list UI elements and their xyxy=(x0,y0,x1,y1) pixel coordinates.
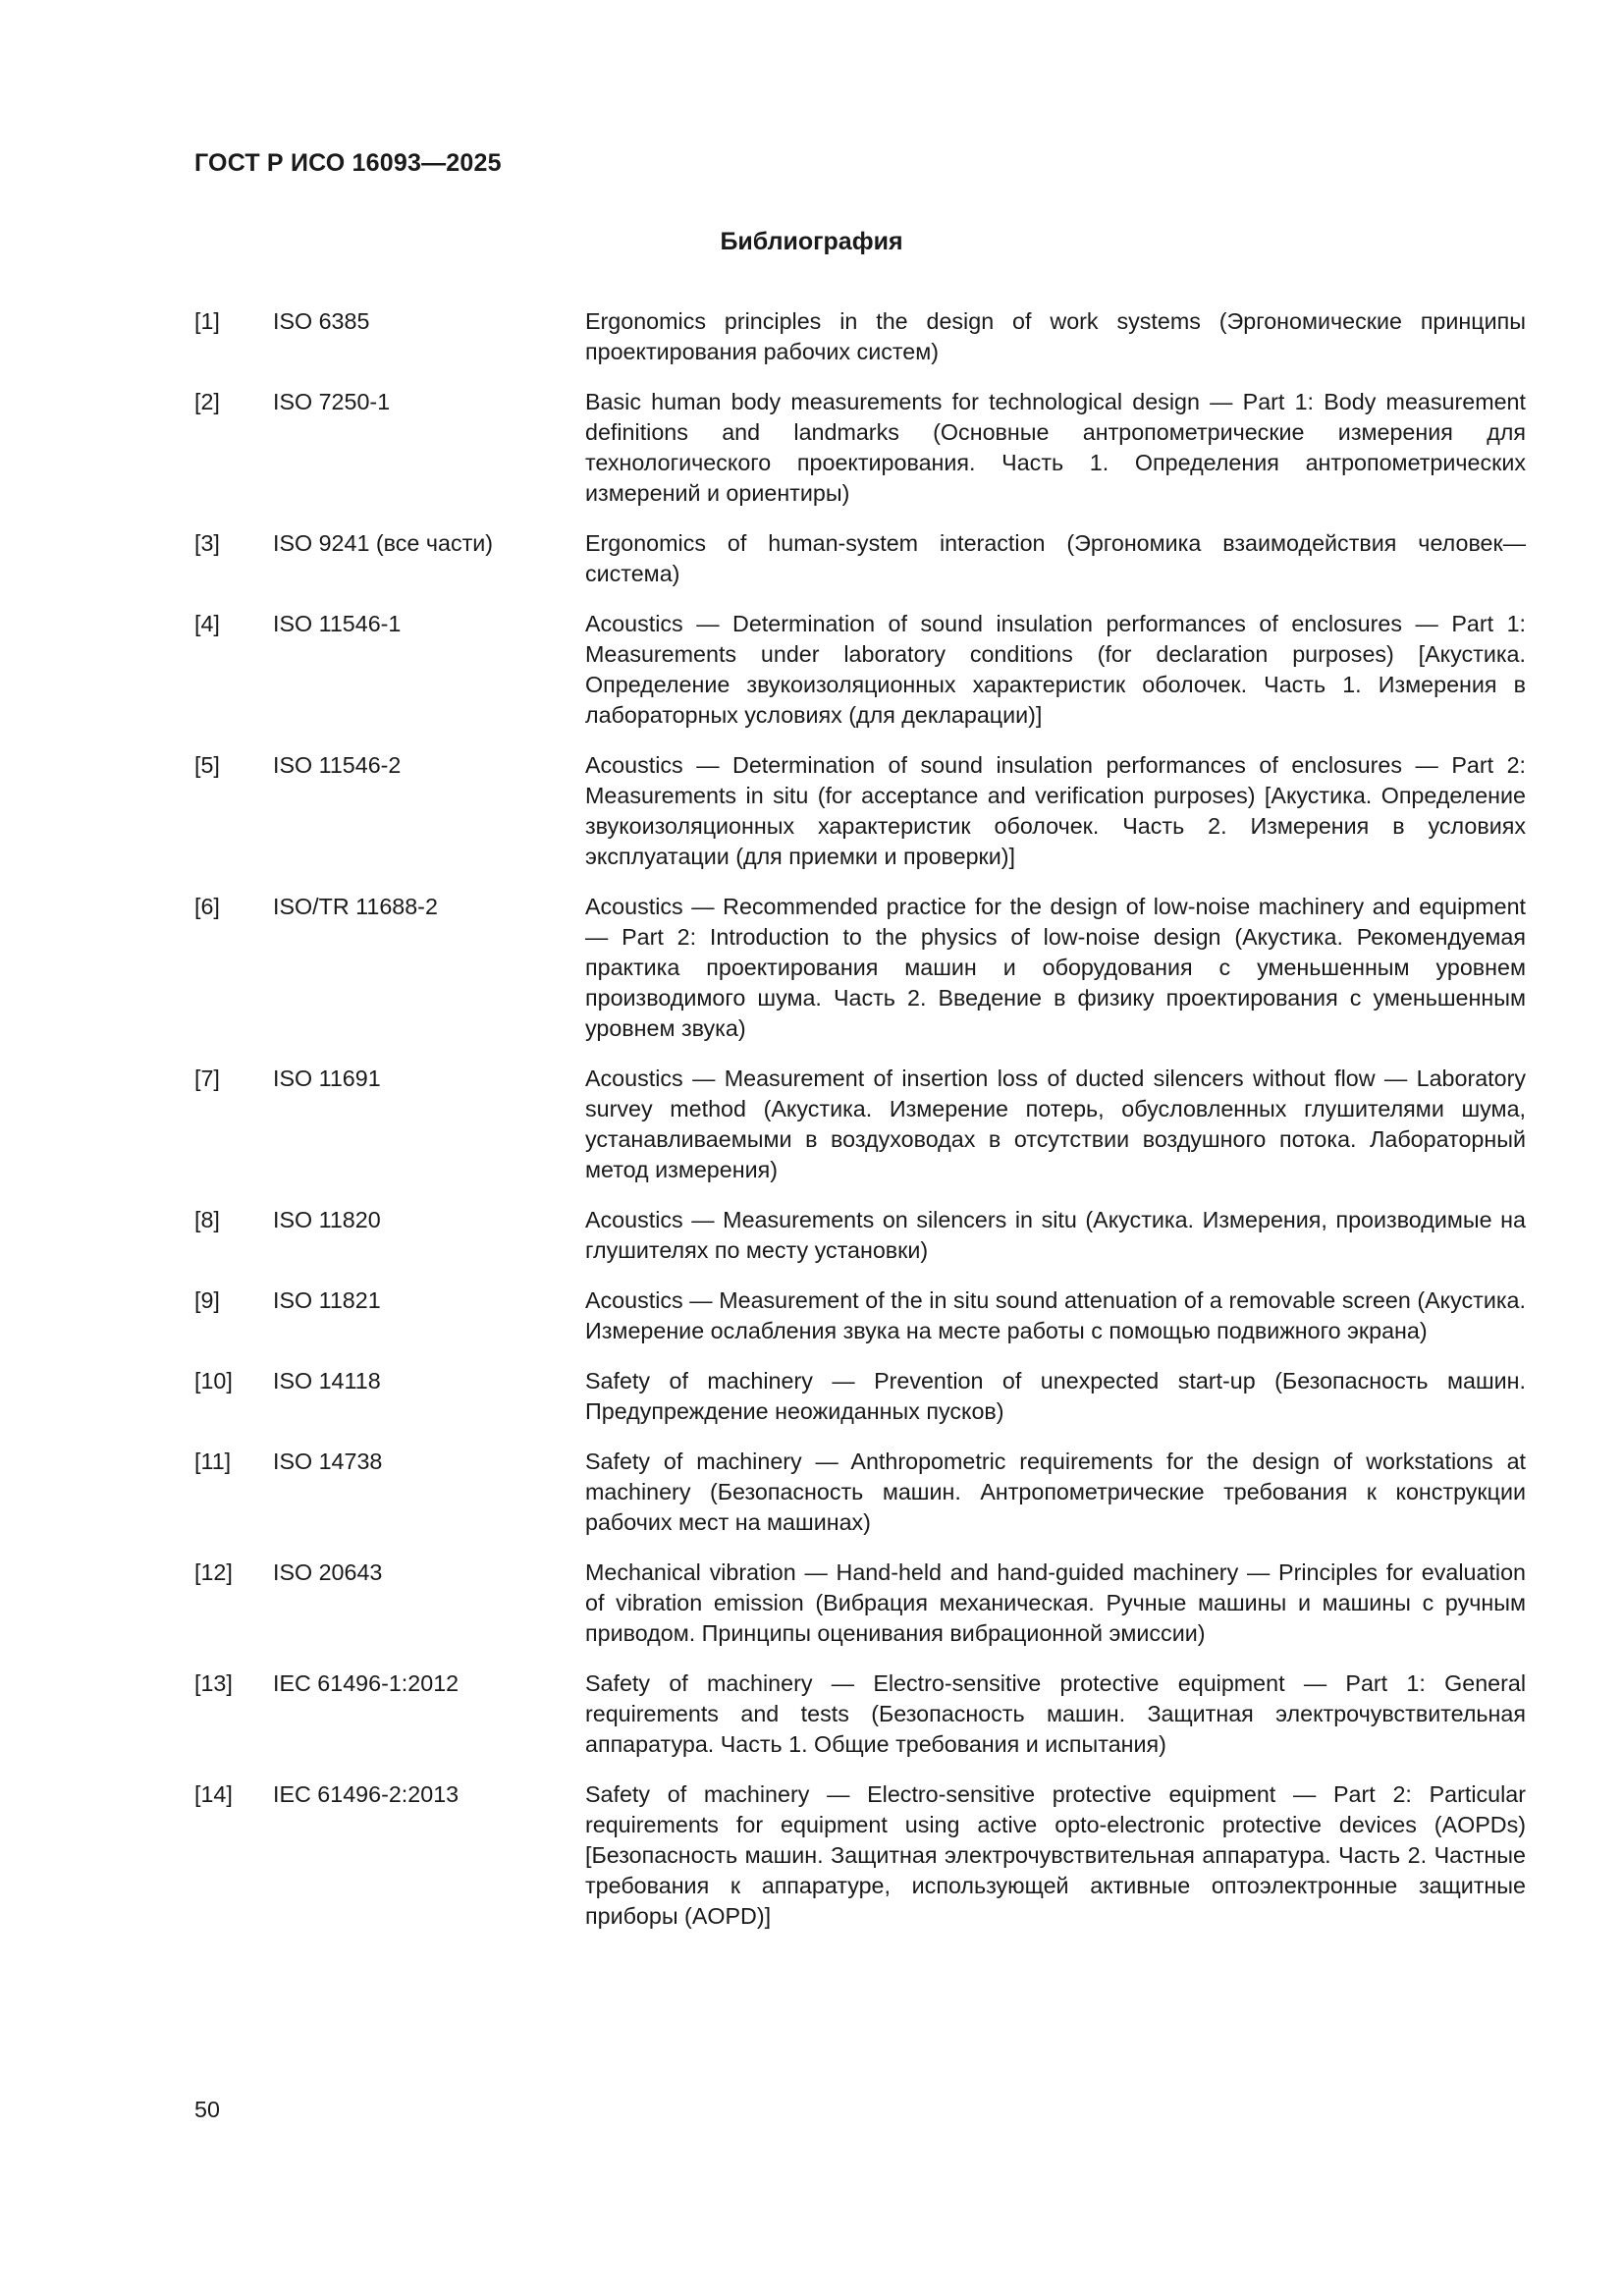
entry-number: [8] xyxy=(194,1207,220,1232)
entry-code: IEC 61496-2:2013 xyxy=(273,1781,460,1807)
bibliography-entry xyxy=(194,306,1526,367)
entry-number: [4] xyxy=(194,611,220,636)
entry-code: ISO 9241 (все части) xyxy=(273,530,494,556)
entry-code: ISO 11691 xyxy=(273,1066,381,1091)
entry-description: Acoustics — Determination of sound insulation performances of enclosures — Part 1: Measurements under laboratory conditions (for declaration purposes) [Акустика. Определение звукоизоляционных характеристик оболочек. Часть 1. Измерения в лабораторных условиях (для декларации)] xyxy=(585,611,1526,728)
document-header: ГОСТ Р ИСО 16093—2025 xyxy=(194,149,502,177)
entry-description: Safety of machinery — Electro-sensitive protective equipment — Part 2: Particular requirements for equipment using active opto-electronic protective devices (AOPDs) [Безопасность машин. Защитная электрочувствительная аппаратура. Часть 2. Частные требования к аппаратуре, использующей активные оптоэлектронные защитные приборы (AOPD)] xyxy=(585,1781,1526,1929)
bibliography-entry xyxy=(194,1285,1526,1346)
entry-number: [9] xyxy=(194,1287,220,1313)
bibliography-entry xyxy=(194,528,1526,589)
entry-description: Ergonomics of human-system interaction (Эргономика взаимодействия человек—система) xyxy=(585,530,1526,586)
entry-number: [13] xyxy=(194,1670,233,1696)
entry-number: [10] xyxy=(194,1368,233,1394)
entry-code: ISO 11546-1 xyxy=(273,611,402,636)
entry-code: ISO 11821 xyxy=(273,1287,381,1313)
entry-description: Acoustics — Measurement of insertion loss of ducted silencers without flow — Laboratory survey method (Акустика. Измерение потерь, обусловленных глушителями шума, устанавливаемыми в воздуховодах в отсутствии воздушного потока. Лабораторный метод измерения) xyxy=(585,1066,1526,1182)
entry-number: [1] xyxy=(194,308,220,334)
entry-code: ISO 6385 xyxy=(273,308,370,334)
entry-number: [3] xyxy=(194,530,220,556)
entry-number: [6] xyxy=(194,894,220,919)
bibliography-entry xyxy=(194,1205,1526,1266)
entry-number: [12] xyxy=(194,1559,233,1585)
entry-number: [5] xyxy=(194,752,220,778)
bibliography-entry xyxy=(194,1447,1526,1538)
entry-number: [11] xyxy=(194,1449,232,1474)
bibliography-entry xyxy=(194,1366,1526,1427)
entry-description: Safety of machinery — Prevention of unexpected start-up (Безопасность машин. Предупреждение неожиданных пусков) xyxy=(585,1368,1526,1424)
entry-description: Basic human body measurements for technological design — Part 1: Body measurement definitions and landmarks (Основные антропометрические измерения для технологического проектирования. Часть 1. Определения антропометрических измерений и ориентиры) xyxy=(585,389,1526,506)
entry-code: ISO 11546-2 xyxy=(273,752,402,778)
bibliography-entry xyxy=(194,1064,1526,1185)
entry-number: [7] xyxy=(194,1066,220,1091)
bibliography-entry xyxy=(194,892,1526,1044)
page-number: 50 xyxy=(194,2097,220,2122)
entry-description: Acoustics — Recommended practice for the design of low-noise machinery and equipment — Part 2: Introduction to the physics of low-noise design (Акустика. Рекомендуемая практика проектирования машин и оборудования с уменьшенным уровнем производимого шума. Часть 2. Введение в физику проектирования с уменьшенным уровнем звука) xyxy=(585,894,1526,1041)
bibliography-entry xyxy=(194,1558,1526,1649)
entry-code: ISO 11820 xyxy=(273,1207,381,1232)
entry-description: Ergonomics principles in the design of work systems (Эргономические принципы проектирования рабочих систем) xyxy=(585,308,1526,364)
section-title: Библиография xyxy=(720,228,903,255)
bibliography-entry xyxy=(194,1668,1526,1760)
entry-description: Acoustics — Measurements on silencers in situ (Акустика. Измерения, производимые на глушителях по месту установки) xyxy=(585,1207,1526,1263)
entry-description: Safety of machinery — Anthropometric requirements for the design of workstations at machinery (Безопасность машин. Антропометрические требования к конструкции рабочих мест на машинах) xyxy=(585,1449,1526,1535)
entry-code: ISO 20643 xyxy=(273,1559,383,1585)
bibliography-entry xyxy=(194,609,1526,731)
entry-code: IEC 61496-1:2012 xyxy=(273,1670,460,1696)
entry-code: ISO 14118 xyxy=(273,1368,381,1394)
entry-description: Mechanical vibration — Hand-held and hand-guided machinery — Principles for evaluation of vibration emission (Вибрация механическая. Ручные машины и машины с ручным приводом. Принципы оценивания вибрационной эмиссии) xyxy=(585,1559,1526,1646)
entry-code: ISO 7250-1 xyxy=(273,389,391,414)
bibliography-entry xyxy=(194,750,1526,872)
bibliography-entry xyxy=(194,1779,1526,1932)
entry-number: [2] xyxy=(194,389,220,414)
bibliography-entry xyxy=(194,387,1526,509)
entry-number: [14] xyxy=(194,1781,233,1807)
bibliography-list xyxy=(194,306,1526,1951)
entry-description: Acoustics — Determination of sound insulation performances of enclosures — Part 2: Measurements in situ (for acceptance and verification purposes) [Акустика. Определение звукоизоляционных характеристик оболочек. Часть 2. Измерения в условиях эксплуатации (для приемки и проверки)] xyxy=(585,752,1526,869)
entry-description: Acoustics — Measurement of the in situ sound attenuation of a removable screen (Акустика. Измерение ослабления звука на месте работы с помощью подвижного экрана) xyxy=(585,1287,1526,1343)
entry-description: Safety of machinery — Electro-sensitive protective equipment — Part 1: General requirements and tests (Безопасность машин. Защитная электрочувствительная аппаратура. Часть 1. Общие требования и испытания) xyxy=(585,1670,1526,1757)
entry-code: ISO 14738 xyxy=(273,1449,383,1474)
entry-code: ISO/TR 11688-2 xyxy=(273,894,438,919)
